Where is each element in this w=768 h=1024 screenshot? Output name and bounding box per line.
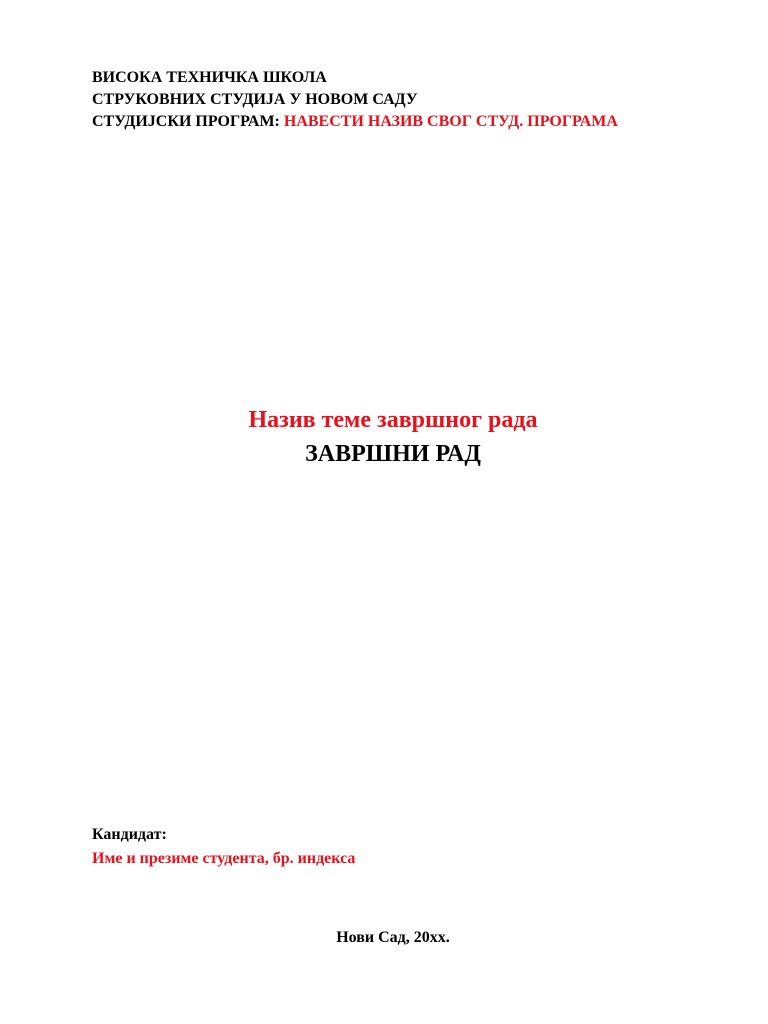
thesis-title-block <box>0 403 768 471</box>
candidate-block <box>92 823 355 871</box>
candidate-name-placeholder: Име и презиме студента, бр. индекса <box>92 850 356 867</box>
study-program-placeholder: НАВЕСТИ НАЗИВ СВОГ СТУД. ПРОГРАМА <box>283 113 618 130</box>
place-and-year: Нови Сад, 20хх. <box>336 929 450 946</box>
study-program-line <box>92 111 618 133</box>
thesis-topic-placeholder: Назив теме завршног рада <box>248 407 538 433</box>
institution-header <box>92 67 618 133</box>
study-program-label: СТУДИЈСКИ ПРОГРАМ: <box>92 113 284 130</box>
institution-name-line-1: ВИСОКА ТЕХНИЧКА ШКОЛА <box>92 69 327 86</box>
institution-name-line-2: СТРУКОВНИХ СТУДИЈА У НОВОМ САДУ <box>92 91 418 108</box>
thesis-type-heading: ЗАВРШНИ РАД <box>305 441 481 467</box>
candidate-label: Кандидат: <box>92 826 167 843</box>
